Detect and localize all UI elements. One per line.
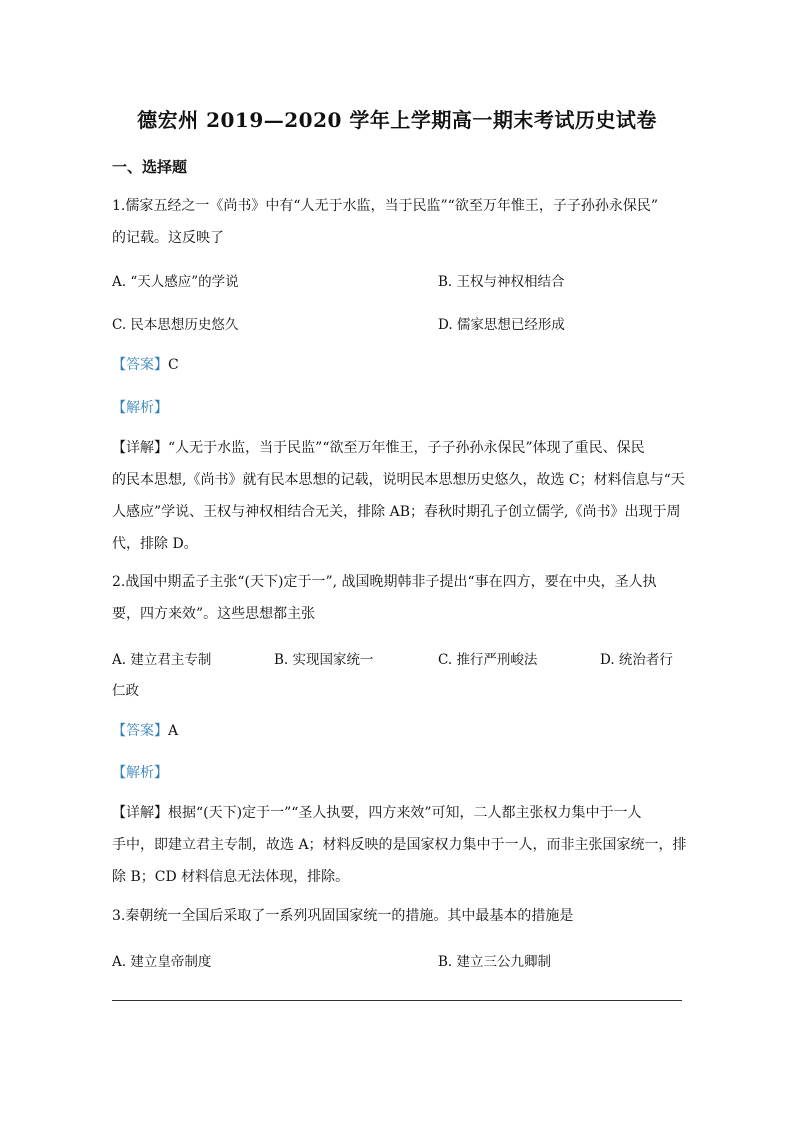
q2-detail-text: 根据“(天下)定于一”“圣人执要，四方来效”可知，二人都主张权力集中于一人 (168, 805, 642, 821)
q3-stem-line1: 3.秦朝统一全国后采取了一系列巩固国家统一的措施。其中最基本的措施是 (112, 908, 574, 924)
q2-option-d-cont: 仁政 (112, 683, 139, 699)
q1-option-c: C. 民本思想历史悠久 (112, 317, 239, 333)
q1-detail-text: “人无于水监，当于民监”“欲至万年惟王，子子孙孙永保民”体现了重民、保民 (168, 440, 645, 456)
q3-option-b: B. 建立三公九卿制 (438, 954, 552, 970)
q2-answer-value: A (168, 723, 179, 739)
q2-option-a: A. 建立君主专制 (112, 652, 212, 668)
q1-option-b: B. 王权与神权相结合 (438, 274, 565, 290)
q1-option-d: D. 儒家思想已经形成 (438, 317, 565, 333)
q2-analysis-label: 【解析】 (112, 765, 168, 781)
q2-answer (112, 720, 178, 740)
q2-option-c: C. 推行严刑峻法 (438, 652, 538, 668)
section-heading: 一、选择题 (112, 158, 188, 176)
q2-stem-line2: 要，四方来效”。这些思想都主张 (112, 606, 316, 622)
q3-option-a: A. 建立皇帝制度 (112, 954, 212, 970)
answer-label: 【答案】 (112, 723, 168, 739)
q2-detail-line2: 手中，即建立君主专制，故选 A；材料反映的是国家权力集中于一人，而非主张国家统一，排 (112, 837, 687, 853)
q1-stem-line1: 1.儒家五经之一《尚书》中有“人无于水监，当于民监”“欲至万年惟王，子子孙孙永保民” (112, 198, 658, 214)
q1-detail-line4: 代，排除 D。 (112, 536, 198, 552)
q1-stem-line2: 的记载。这反映了 (112, 230, 224, 246)
q1-detail-line1 (112, 439, 645, 457)
q2-detail-line1 (112, 804, 642, 822)
detail-label: 【详解】 (112, 805, 168, 821)
q1-answer (112, 354, 179, 374)
q1-option-a: A. “天人感应”的学说 (112, 274, 239, 290)
q2-detail-line3: 除 B；CD 材料信息无法体现，排除。 (112, 869, 350, 885)
q2-stem-line1: 2.战国中期孟子主张“(天下)定于一”, 战国晚期韩非子提出“事在四方，要在中央，圣人执 (112, 574, 657, 590)
q1-detail-line3: 人感应”学说、王权与神权相结合无关，排除 AB；春秋时期孔子创立儒学,《尚书》出现于周 (112, 504, 681, 520)
detail-label: 【详解】 (112, 440, 168, 456)
q1-detail-line2: 的民本思想,《尚书》就有民本思想的记载，说明民本思想历史悠久，故选 C；材料信息与“天 (112, 472, 685, 488)
q1-answer-value: C (168, 357, 179, 373)
q2-option-d: D. 统治者行 (600, 652, 673, 668)
answer-label: 【答案】 (112, 357, 168, 373)
page-bottom-rule (112, 1000, 682, 1001)
q1-analysis-label: 【解析】 (112, 400, 168, 416)
page-title: 德宏州 2019—2020 学年上学期高一期末考试历史试卷 (137, 108, 657, 132)
q2-option-b: B. 实现国家统一 (274, 652, 374, 668)
